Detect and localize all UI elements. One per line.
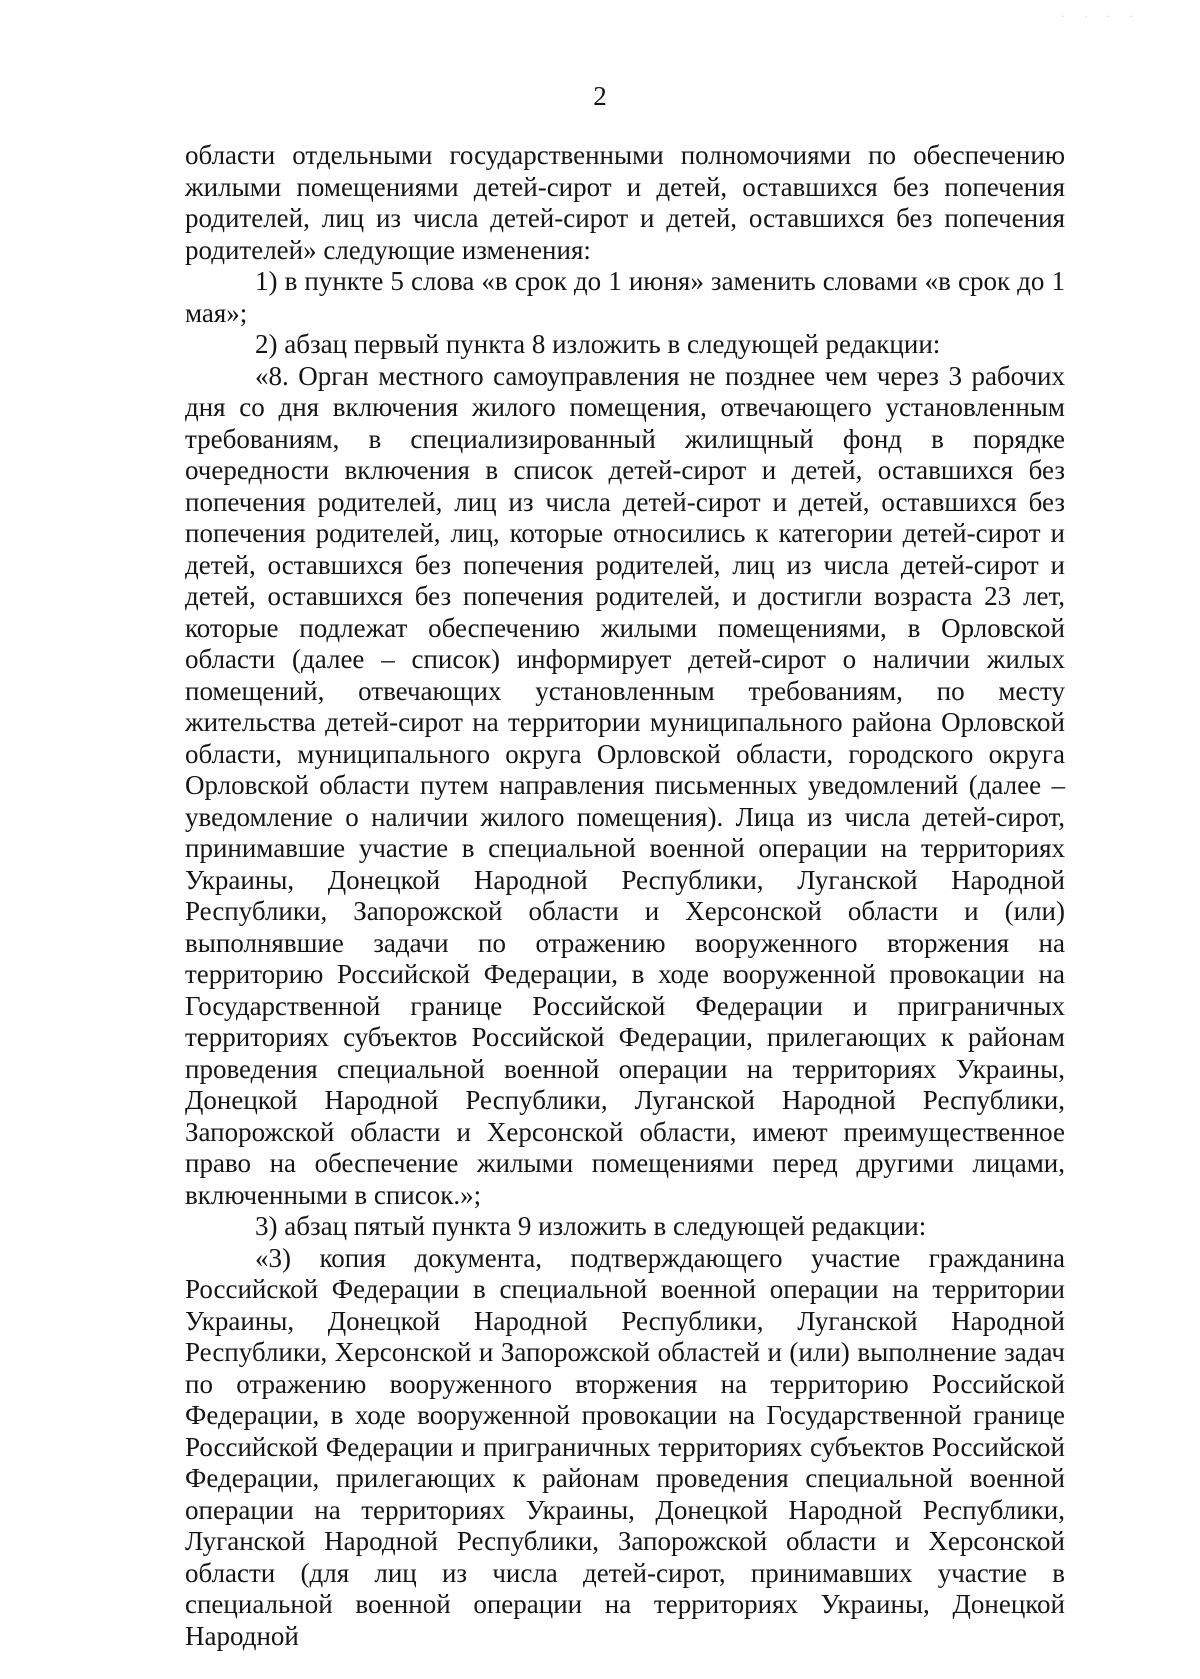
paragraph-item-3: 3) абзац пятый пункта 9 изложить в следующей редакции: [255,1211,927,1241]
paragraph-quote-8: «8. Орган местного самоуправления не позднее чем через 3 рабочих дня со дня включения жилого помещения, отвечающего установленным требованиям, в специализированный жилищный фонд в порядке очередности включения в список детей-сирот и детей, оставшихся без попечения родителей, лиц из числа детей-сирот и детей, оставшихся без попечения родителей, лиц, которые относились к категории детей-сирот и детей, оставшихся без попечения родителей, лиц из числа детей-сирот и детей, оставшихся без попечения родителей, и достигли возраста 23 лет, которые подлежат обеспечению жилыми помещениями, в Орловской области (далее – список) информирует детей-сирот о наличии жилых помещений, отвечающих установленным требованиям, по месту жительства детей-сирот на территории муниципального района Орловской области, муниципального округа Орловской области, городского округа Орловской области путем направления письменных уведомлений (далее – уведомление о наличии жилого помещения). Лица из числа детей-сирот, принимавшие участие в специальной военной операции на территориях Украины, Донецкой Народной Республики, Луганской Народной Республики, Запорожской области и Херсонской области и (или) выполнявшие задачи по отражению вооруженного вторжения на территорию Российской Федерации, в ходе вооруженной провокации на Государственной границе Российской Федерации и приграничных территориях субъектов Российской Федерации, прилегающих к районам проведения специальной военной операции на территориях Украины, Донецкой Народной Республики, Луганской Народной Республики, Запорожской области и Херсонской области, имеют преимущественное право на обеспечение жилыми помещениями перед другими лицами, включенными в список.»; [185,360,1065,1210]
paragraph-item-2: 2) абзац первый пункта 8 изложить в следующей редакции: [255,329,941,359]
document-body [185,140,1065,1652]
scan-artifact: · · · · [1060,12,1140,22]
page-number: 2 [593,81,607,111]
paragraph-continuation: области отдельными государственными полномочиями по обеспечению жилыми помещениями детей-сирот и детей, оставшихся без попечения родителей, лиц из числа детей-сирот и детей, оставшихся без попечения родителей» следующие изменения: [185,140,1065,265]
paragraph-quote-3: «3) копия документа, подтверждающего участие гражданина Российской Федерации в специальной военной операции на территории Украины, Донецкой Народной Республики, Луганской Народной Республики, Херсонской и Запорожской областей и (или) выполнение задач по отражению вооруженного вторжения на территорию Российской Федерации, в ходе вооруженной провокации на Государственной границе Российской Федерации и приграничных территориях субъектов Российской Федерации, прилегающих к районам проведения специальной военной операции на территориях Украины, Донецкой Народной Республики, Луганской Народной Республики, Запорожской области и Херсонской области (для лиц из числа детей-сирот, принимавших участие в специальной военной операции на территориях Украины, Донецкой Народной [185,1242,1065,1651]
paragraph-item-1: 1) в пункте 5 слова «в срок до 1 июня» заменить словами «в срок до 1 мая»; [185,266,1065,328]
